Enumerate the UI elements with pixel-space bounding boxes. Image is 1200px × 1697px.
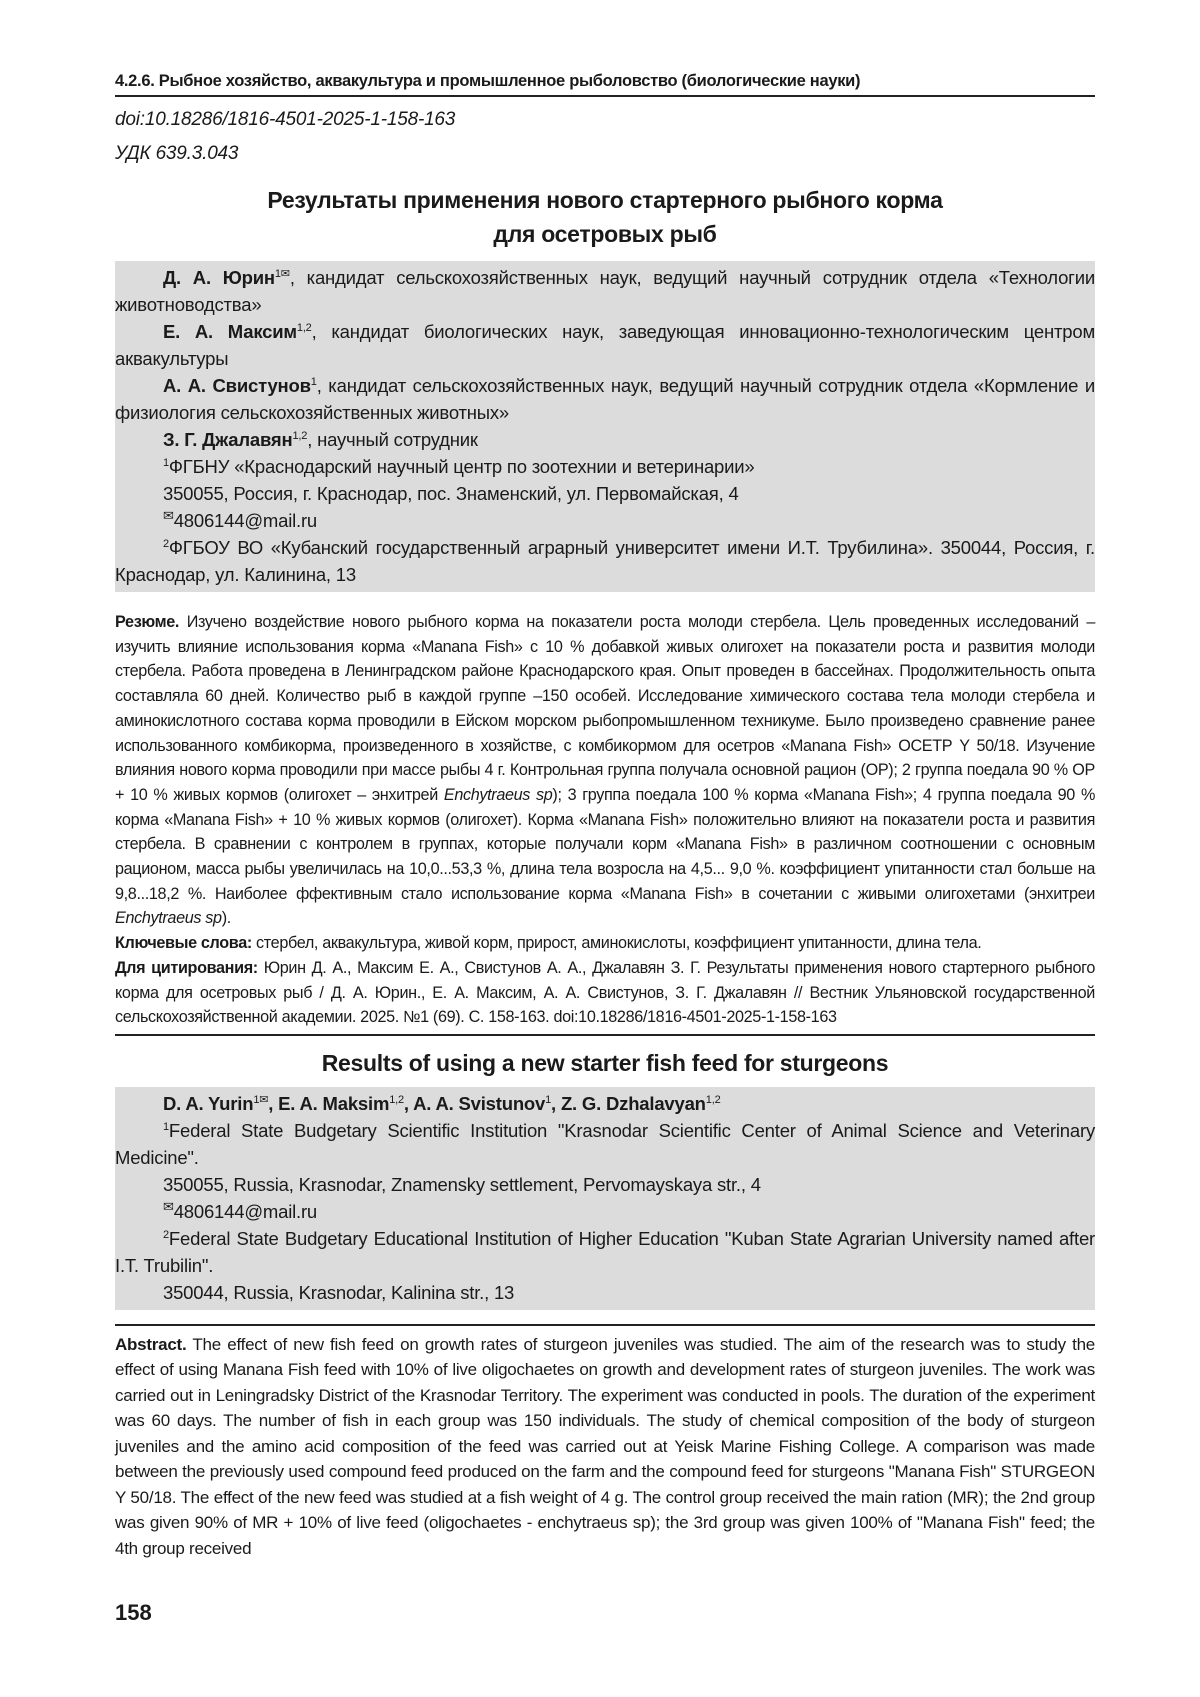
abstract-text: ). (222, 909, 231, 927)
author-name: А. А. Свистунов (163, 375, 311, 396)
email-line (115, 507, 1095, 534)
abstract-en-text (115, 1332, 1095, 1562)
title-ru (115, 183, 1095, 251)
authors-block-en (115, 1087, 1095, 1310)
affiliation-1-address-en: 350055, Russia, Krasnodar, Znamensky settlement, Pervomayskaya str., 4 (115, 1171, 1095, 1198)
author-desc: , кандидат биологических наук, заведующая инновационно-технологическим центром аквакультуры (115, 321, 1095, 369)
author-name: A. A. Svistunov (413, 1093, 545, 1114)
author-name: З. Г. Джалавян (163, 429, 292, 450)
affiliation-1-address: 350055, Россия, г. Краснодар, пос. Знаменский, ул. Первомайская, 4 (115, 480, 1095, 507)
keywords-label: Ключевые слова: (115, 934, 252, 952)
authors-en: D. A. Yurin1✉, E. A. Maksim1,2, A. A. Svistunov1, Z. G. Dzhalavyan1,2 (115, 1090, 1095, 1117)
article-page (115, 72, 1095, 1561)
author-entry (115, 372, 1095, 426)
abstract-label: Abstract. (115, 1335, 186, 1354)
keywords-ru (115, 931, 1095, 956)
author-name: Д. А. Юрин (163, 267, 275, 288)
email-link[interactable]: 4806144@mail.ru (174, 510, 317, 531)
doi: doi:10.18286/1816-4501-2025-1-158-163 (115, 109, 1095, 131)
author-desc: , кандидат сельскохозяйственных наук, ведущий научный сотрудник отдела «Кормление и физиология сельскохозяйственных животных» (115, 375, 1095, 423)
affil-text: ФГБОУ ВО «Кубанский государственный аграрный университет имени И.Т. Трубилина». 350044, Россия, г. Краснодар, ул. Калинина, 13 (115, 537, 1095, 585)
affil-sup: 1 (163, 457, 169, 469)
author-sup: 1✉ (275, 268, 290, 280)
affiliation-2-address-en: 350044, Russia, Krasnodar, Kalinina str., 13 (115, 1279, 1095, 1306)
species-name: Enchytraeus sp (444, 786, 553, 804)
author-sup: 1,2 (292, 430, 307, 442)
author-sup: 1,2 (389, 1094, 404, 1106)
title-ru-line: для осетровых рыб (115, 217, 1095, 251)
author-sup: 1 (545, 1094, 551, 1106)
author-name: E. A. Maksim (278, 1093, 389, 1114)
email-line-en (115, 1198, 1095, 1225)
author-sup: 1 (311, 376, 317, 388)
citation-label: Для цитирования: (115, 959, 258, 977)
abstract-ru-text (115, 610, 1095, 931)
affiliation-2 (115, 534, 1095, 588)
author-desc: , научный сотрудник (307, 429, 478, 450)
affil-sup: 2 (163, 1229, 169, 1241)
affil-text: Federal State Budgetary Educational Institution of Higher Education "Kuban State Agrarian University named after I.T. Trubilin". (115, 1228, 1095, 1276)
abstract-en (115, 1324, 1095, 1562)
author-entry (115, 318, 1095, 372)
authors-block-ru (115, 261, 1095, 592)
abstract-text: The effect of new fish feed on growth rates of sturgeon juveniles was studied. The aim of the research was to study the effect of using Manana Fish feed with 10% of live oligochaetes on growth and development rates of sturgeon juveniles. The work was carried out in Leningradsky District of the Krasnodar Territory. The experiment was conducted in pools. The duration of the experiment was 60 days. The number of fish in each group was 150 individuals. The study of chemical composition of the body of sturgeon juveniles and the amino acid composition of the feed was carried out at Yeisk Marine Fishing College. A comparison was made between the previously used compound feed produced on the farm and the compound feed for sturgeons "Manana Fish" STURGEON Y 50/18. The effect of the new feed was studied at a fish weight of 4 g. The control group received the main ration (MR); the 2nd group was given 90% of MR + 10% of live feed (oligochaetes - enchytraeus sp); the 3rd group was given 100% of "Manana Fish" feed; the 4th group received (115, 1335, 1095, 1558)
email-link[interactable]: 4806144@mail.ru (174, 1201, 317, 1222)
author-entry (115, 264, 1095, 318)
author-name: Z. G. Dzhalavyan (561, 1093, 706, 1114)
abstract-label: Резюме. (115, 613, 179, 631)
author-name: Е. А. Максим (163, 321, 297, 342)
section-rubric: 4.2.6. Рыбное хозяйство, аквакультура и промышленное рыболовство (биологические науки) (115, 72, 1095, 97)
citation-text: Юрин Д. А., Максим Е. А., Свистунов А. А., Джалавян З. Г. Результаты применения нового стартерного рыбного корма для осетровых рыб / Д. А. Юрин., Е. А. Максим, А. А. Свистунов, З. Г. Джалавян // Вестник Ульяновской государственной сельскохозяйственной академии. 2025. №1 (69). С. 158-163. doi:10.18286/1816-4501-2025-1-158-163 (115, 959, 1095, 1026)
affil-text: Federal State Budgetary Scientific Institution "Krasnodar Scientific Center of Animal Science and Veterinary Medicine". (115, 1120, 1095, 1168)
keywords-text: стербел, аквакультура, живой корм, прирост, аминокислоты, коэффициент упитанности, длина тела. (252, 934, 982, 952)
abstract-text: Изучено воздействие нового рыбного корма на показатели роста молоди стербела. Цель проведенных исследований – изучить влияние использования корма «Manana Fish» с 10 % добавкой живых олигохет на показатели роста и развития молоди стербела. Работа проведена в Ленинградском районе Краснодарского края. Опыт проведен в бассейнах. Продолжительность опыта составляла 60 дней. Количество рыб в каждой группе –150 особей. Исследование химического состава тела молоди стербела и аминокислотного состава корма проводили в Ейском морском рыбопромышленном техникуме. Было произведено сравнение ранее использованного комбикорма, произведенного в хозяйстве, с комбикормом для осетров «Manana Fish» ОСЕТР Y 50/18. Изучение влияния нового корма проводили при массе рыбы 4 г. Контрольная группа получала основной рацион (ОР); 2 группа поедала 90 % ОР + 10 % живых кормов (олигохет – энхитрей (115, 613, 1095, 804)
author-desc: , кандидат сельскохозяйственных наук, ведущий научный сотрудник отдела «Технологии животноводства» (115, 267, 1095, 315)
affil-sup: 1 (163, 1121, 169, 1133)
affiliation-2-en (115, 1225, 1095, 1279)
abstract-text: ); 3 группа поедала 100 % корма «Manana Fish»; 4 группа поедала 90 % корма «Manana Fish» + 10 % живых кормов (олигохет). Корма «Manana Fish» положительно влияют на показатели роста и развития стербела. В сравнении с контролем в группах, которые получали корм «Manana Fish» в различном соотношении с основным рационом, масса рыбы увеличилась на 10,0...53,3 %, длина тела возросла на 4,5... 9,0 %. коэффициент упитанности стал больше на 9,8...18,2 %. Наиболее ффективным стало использование корма «Manana Fish» в сочетании с живыми олигохетами (энхитреи (115, 786, 1095, 903)
author-entry (115, 426, 1095, 453)
author-sup: 1✉ (253, 1094, 268, 1106)
title-ru-line: Результаты применения нового стартерного рыбного корма (115, 183, 1095, 217)
page-number: 158 (115, 1600, 152, 1626)
affiliation-1 (115, 453, 1095, 480)
citation-ru (115, 956, 1095, 1030)
author-sup: 1,2 (706, 1094, 721, 1106)
affil-sup: 2 (163, 538, 169, 550)
species-name: Enchytraeus sp (115, 909, 222, 927)
author-name: D. A. Yurin (163, 1093, 253, 1114)
envelope-icon: ✉ (163, 1199, 174, 1214)
affil-text: ФГБНУ «Краснодарский научный центр по зоотехнии и ветеринарии» (169, 456, 755, 477)
envelope-icon: ✉ (163, 508, 174, 523)
udk: УДК 639.3.043 (115, 143, 1095, 165)
abstract-ru (115, 610, 1095, 1036)
title-en: Results of using a new starter fish feed for sturgeons (115, 1050, 1095, 1077)
affiliation-1-en (115, 1117, 1095, 1171)
author-sup: 1,2 (297, 322, 312, 334)
